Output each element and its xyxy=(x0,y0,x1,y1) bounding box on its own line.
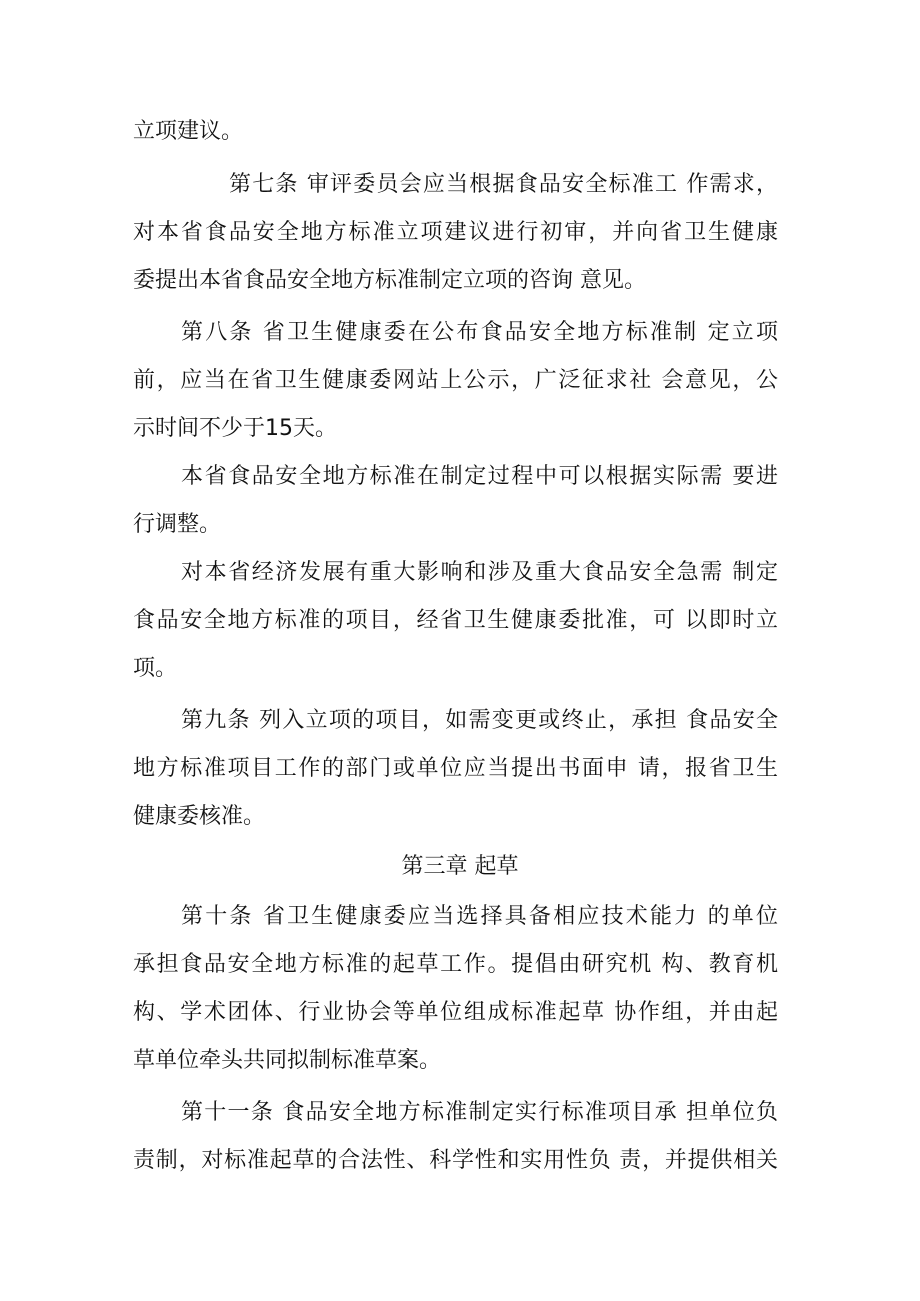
article-10-text-2: 承担食品安全地方标准的起草工作。提倡由研究机 构、教育机 xyxy=(133,952,778,977)
article-8-para-3-line-3 xyxy=(133,649,778,689)
article-10-org: 省卫生健康委 xyxy=(262,904,409,929)
article-8-text-2b: 网站上公示，广泛征求社 会意见，公 xyxy=(392,368,778,393)
article-8-text-2a: 前，应当在 xyxy=(133,368,252,393)
article-7-number: 第七条 xyxy=(229,172,299,197)
article-8-line-3 xyxy=(133,409,778,449)
article-7-line-1 xyxy=(229,165,778,205)
article-7-org-2: 委提 xyxy=(133,268,178,293)
article-9-line-1 xyxy=(181,701,778,741)
article-9-line-3 xyxy=(133,797,778,837)
article-7-line-2 xyxy=(133,213,778,253)
article-8-org-1: 省卫生健康委 xyxy=(262,320,408,345)
article-9-text-2: 地方标准项目工作的部门或单位应当提出书面申 请，报 xyxy=(133,756,709,781)
article-9-org-2: 健康委 xyxy=(133,804,200,829)
article-8-text-3b: 天。 xyxy=(293,416,338,441)
article-7-text-3b: 的咨询 意见。 xyxy=(507,268,647,293)
article-9-line-2 xyxy=(133,749,778,789)
article-8-para-3-text-1: 对本省经济发展有重大影响和涉及重大食品安全急需 制定 xyxy=(181,560,778,585)
article-7-bold-term: 定立项 xyxy=(441,268,508,293)
article-8-para-3-line-2 xyxy=(133,601,778,641)
article-8-end-1: 项 xyxy=(755,320,778,345)
article-8-para-2-line-2 xyxy=(133,505,778,545)
article-11-line-2 xyxy=(133,1141,778,1181)
article-7-text-1: 审评委员会应当根据食品安全标准工 作需求， xyxy=(306,172,778,197)
carry-over-text: 立项建议。 xyxy=(133,119,244,144)
article-8-bold-term: 定立 xyxy=(707,320,756,345)
article-8-text-3a: 示时间不少于 xyxy=(133,416,266,441)
article-8-para-3-text-3: 项。 xyxy=(133,656,178,681)
article-8-days: 15 xyxy=(265,416,294,441)
article-8-text-1: 在公布食品安全地方标准制 xyxy=(407,320,699,345)
article-8-para-3-text-2a: 食品安全地方标准的项目，经 xyxy=(133,608,441,633)
article-11-text-2: 责制，对标准起草的合法性、科学性和实用性负 责，并提供相关 xyxy=(133,1148,778,1173)
article-8-line-1 xyxy=(181,313,778,353)
article-8-para-2-line-1 xyxy=(181,457,778,497)
carry-over-line xyxy=(133,112,778,152)
article-7-text-3a: 出本省食品安全地方标准制 xyxy=(177,268,442,293)
article-7-text-2: 对本省食品安全地方标准立项建议进行初审，并向 xyxy=(133,220,661,245)
article-8-para-3-org: 省卫生健康委 xyxy=(440,608,582,633)
article-10-number: 第十条 xyxy=(181,904,254,929)
article-8-line-2 xyxy=(133,361,778,401)
article-11-number: 第十一条 xyxy=(181,1100,275,1125)
article-10-text-4: 草单位牵头共同拟制标准草案。 xyxy=(133,1048,442,1073)
article-10-text-3: 构、学术团体、行业协会等单位组成标准起草 协作组，并由起 xyxy=(133,1000,778,1025)
article-8-org-2: 省卫生健康委 xyxy=(251,368,393,393)
article-8-para-3-line-1 xyxy=(181,553,778,593)
article-11-line-1 xyxy=(181,1093,778,1133)
article-7-line-3 xyxy=(133,261,778,301)
article-10-line-3 xyxy=(133,993,778,1033)
article-10-line-1 xyxy=(181,897,778,937)
article-11-text-1: 食品安全地方标准制定实行标准项目承 担单位负 xyxy=(282,1100,778,1125)
article-10-line-4 xyxy=(133,1041,778,1081)
article-8-para-3-text-2b: 批准，可 以即时立 xyxy=(581,608,778,633)
article-9-number: 第九条 xyxy=(181,708,251,733)
article-8-para-2-text-1: 本省食品安全地方标准在制定过程中可以根据实际需 要进 xyxy=(181,464,778,489)
article-9-text-3: 核准。 xyxy=(199,804,266,829)
article-8-number: 第八条 xyxy=(181,320,254,345)
article-9-text-1: 列入立项的项目，如需变更或终止，承担 食品安全 xyxy=(259,708,778,733)
article-8-para-2-text-2: 行调整。 xyxy=(133,512,222,537)
chapter-3-heading: 第三章 起草 xyxy=(401,854,519,879)
article-10-text-1: 应当选择具备相应技术能力 的单位 xyxy=(408,904,778,929)
article-9-org-1: 省卫生 xyxy=(708,756,778,781)
article-10-line-2 xyxy=(133,945,778,985)
article-7-org-1: 省卫生健康 xyxy=(660,220,778,245)
